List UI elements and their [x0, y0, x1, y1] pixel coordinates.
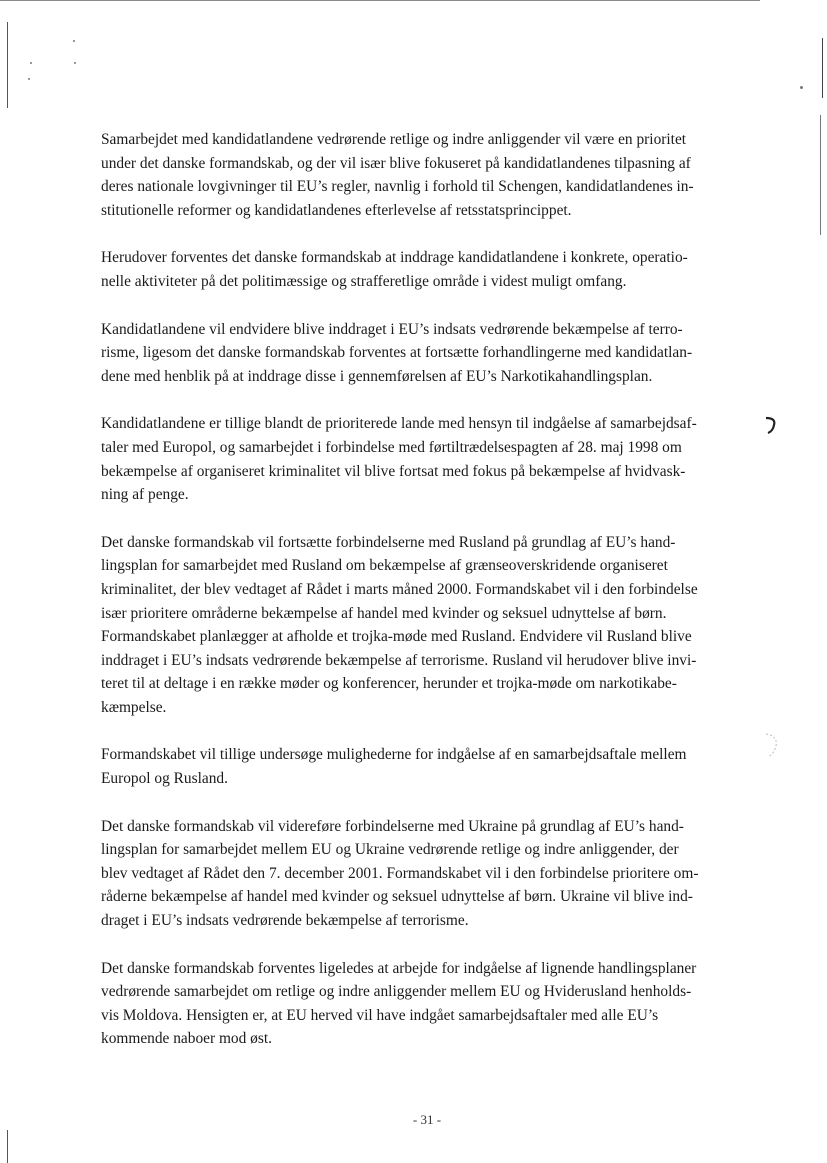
scan-edge-right	[822, 38, 823, 98]
paragraph	[101, 128, 751, 222]
paragraph	[101, 246, 751, 293]
text-line: taler med Europol, og samarbejdet i forbindelse med førtiltrædelsespagten af 28. maj 1998 om	[101, 438, 682, 456]
text-line: Europol og Rusland.	[101, 770, 228, 788]
paragraph	[101, 412, 751, 506]
text-line: Det danske formandskab forventes ligeledes at arbejde for indgåelse af lignende handlingsplaner	[101, 959, 697, 977]
paragraph	[101, 815, 751, 933]
text-line: kriminalitet, der blev vedtaget af Rådet i marts måned 2000. Formandskabet vil i den forbindelse	[101, 580, 698, 598]
text-line: inddraget i EU’s indsats vedrørende bekæmpelse af terrorisme. Rusland vil herudover blive invi-	[101, 651, 697, 669]
text-line: blev vedtaget af Rådet den 7. december 2001. Formandskabet vil i den forbindelse prioritere om-	[101, 864, 699, 882]
text-line: Det danske formandskab vil videreføre forbindelserne med Ukraine på grundlag af EU’s hand-	[101, 817, 684, 835]
text-line: Kandidatlandene er tillige blandt de prioriterede lande med hensyn til indgåelse af samarbejdsaf-	[101, 415, 697, 433]
text-line: stitutionelle reformer og kandidatlandenes efterlevelse af retsstatsprincippet.	[101, 201, 572, 219]
text-line: Formandskabet planlægger at afholde et trojka-møde med Rusland. Endvidere vil Rusland blive	[101, 628, 692, 646]
text-line: Kandidatlandene vil endvidere blive inddraget i EU’s indsats vedrørende bekæmpelse af terro-	[101, 320, 683, 338]
text-line: bekæmpelse af organiseret kriminalitet vil blive fortsat med fokus på bekæmpelse af hvidvask-	[101, 462, 686, 480]
scan-speck	[73, 40, 75, 42]
document-body	[101, 128, 751, 1075]
text-line: risme, ligesom det danske formandskab forventes at fortsætte forhandlingerne med kandidatlan-	[101, 344, 693, 362]
text-line: dene med henblik på at inddrage disse i gennemførelsen af EU’s Narkotikahandlingsplan.	[101, 367, 653, 385]
text-line: Det danske formandskab vil fortsætte forbindelserne med Rusland på grundlag af EU’s hand-	[101, 533, 676, 551]
text-line: kæmpelse.	[101, 698, 167, 716]
paragraph	[101, 531, 751, 720]
margin-faint-mark	[762, 730, 784, 760]
text-line: vedrørende samarbejdet om retlige og indre anliggender mellem EU og Hviderusland henholds-	[101, 983, 692, 1001]
scan-speck	[28, 78, 30, 80]
scan-edge-right-lower	[820, 115, 821, 235]
paragraph	[101, 318, 751, 389]
text-line: især prioritere områderne bekæmpelse af handel med kvinder og seksuel udnyttelse af børn.	[101, 604, 667, 622]
text-line: deres nationale lovgivninger til EU’s regler, navnlig i forhold til Schengen, kandidatlandenes in-	[101, 178, 694, 196]
text-line: vis Moldova. Hensigten er, at EU herved vil have indgået samarbejdsaftaler med alle EU’s	[101, 1006, 659, 1024]
scan-edge-top	[0, 0, 760, 1]
text-line: under det danske formandskab, og der vil især blive fokuseret på kandidatlandenes tilpasning af	[101, 154, 691, 172]
text-line: lingsplan for samarbejdet mellem EU og Ukraine vedrørende retlige og indre anliggender, der	[101, 841, 679, 859]
scan-speck	[30, 62, 32, 64]
text-line: ning af penge.	[101, 486, 189, 504]
text-line: Formandskabet vil tillige undersøge mulighederne for indgåelse af en samarbejdsaftale mellem	[101, 746, 687, 764]
margin-bracket-mark	[760, 414, 782, 436]
text-line: nelle aktiviteter på det politimæssige og strafferetlige område i videst muligt omfang.	[101, 272, 627, 290]
scan-speck	[800, 86, 803, 89]
text-line: draget i EU’s indsats vedrørende bekæmpelse af terrorisme.	[101, 912, 469, 930]
paragraph	[101, 957, 751, 1051]
text-line: Samarbejdet med kandidatlandene vedrørende retlige og indre anliggender vil være en prioritet	[101, 131, 687, 148]
text-line: Herudover forventes det danske formandskab at inddrage kandidatlandene i konkrete, operatio-	[101, 249, 688, 267]
text-line: kommende naboer mod øst.	[101, 1030, 272, 1048]
page-number: - 31 -	[412, 1112, 442, 1127]
scan-speck	[74, 62, 76, 64]
paragraph	[101, 743, 751, 790]
text-line: teret til at deltage i en række møder og konferencer, herunder et trojka-møde om narkotikabe-	[101, 675, 677, 693]
text-line: lingsplan for samarbejdet med Rusland om bekæmpelse af grænseoverskridende organiseret	[101, 557, 668, 575]
scan-edge-left-bottom	[7, 1130, 8, 1163]
scan-edge-left	[7, 22, 8, 108]
text-line: råderne bekæmpelse af handel med kvinder og seksuel udnyttelse af børn. Ukraine vil blive ind-	[101, 888, 693, 906]
